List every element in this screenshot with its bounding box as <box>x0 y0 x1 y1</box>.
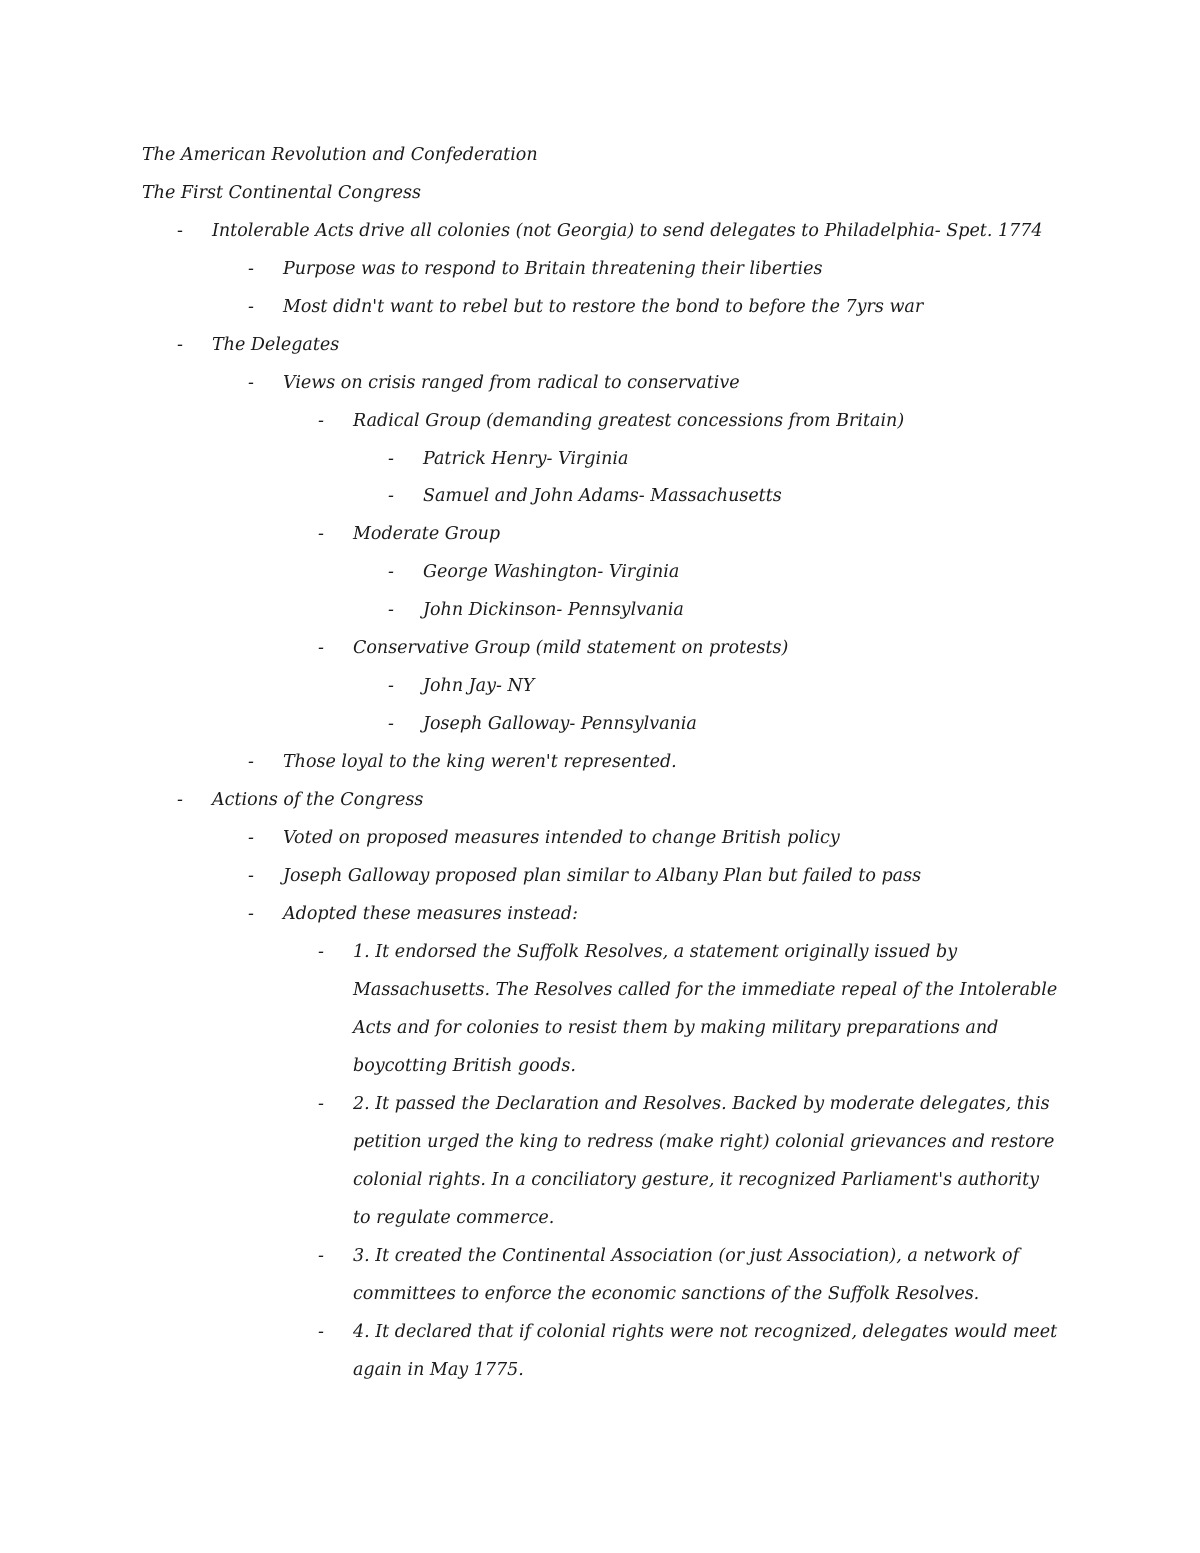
list-item: Views on crisis ranged from radical to conservative <box>283 373 740 393</box>
paragraph-line: Acts and for colonies to resist them by making military preparations and <box>353 1018 999 1038</box>
bullet-dash: - <box>248 259 254 279</box>
list-item: Conservative Group (mild statement on protests) <box>353 638 789 658</box>
list-item: Actions of the Congress <box>212 790 424 810</box>
bullet-dash: - <box>177 335 183 355</box>
document-title: The American Revolution and Confederation <box>142 145 538 165</box>
list-item: Moderate Group <box>353 524 501 544</box>
bullet-dash: - <box>318 638 324 658</box>
paragraph-line: petition urged the king to redress (make right) colonial grievances and restore <box>353 1132 1055 1152</box>
bullet-dash: - <box>318 524 324 544</box>
bullet-dash: - <box>388 600 394 620</box>
paragraph-line: 4. It declared that if colonial rights were not recognized, delegates would meet <box>353 1322 1058 1342</box>
bullet-dash: - <box>388 714 394 734</box>
bullet-dash: - <box>388 449 394 469</box>
bullet-dash: - <box>248 373 254 393</box>
list-item: Patrick Henry- Virginia <box>423 449 629 469</box>
list-item: John Jay- NY <box>423 676 535 696</box>
bullet-dash: - <box>248 752 254 772</box>
section-heading: The First Continental Congress <box>142 183 421 203</box>
bullet-dash: - <box>318 942 324 962</box>
list-item: Purpose was to respond to Britain threatening their liberties <box>283 259 823 279</box>
bullet-dash: - <box>248 866 254 886</box>
bullet-dash: - <box>318 1094 324 1114</box>
paragraph-line: again in May 1775. <box>353 1360 524 1380</box>
list-item: Voted on proposed measures intended to change British policy <box>283 828 840 848</box>
bullet-dash: - <box>248 297 254 317</box>
bullet-dash: - <box>318 411 324 431</box>
paragraph-line: 3. It created the Continental Association (or just Association), a network of <box>353 1246 1020 1266</box>
list-item: Joseph Galloway- Pennsylvania <box>423 714 697 734</box>
paragraph-line: committees to enforce the economic sanctions of the Suffolk Resolves. <box>353 1284 980 1304</box>
paragraph-line: 1. It endorsed the Suffolk Resolves, a statement originally issued by <box>353 942 958 962</box>
paragraph-line: to regulate commerce. <box>353 1208 555 1228</box>
bullet-dash: - <box>318 1322 324 1342</box>
paragraph-line: 2. It passed the Declaration and Resolves. Backed by moderate delegates, this <box>353 1094 1050 1114</box>
list-item: Samuel and John Adams- Massachusetts <box>423 486 782 506</box>
paragraph-line: boycotting British goods. <box>353 1056 576 1076</box>
bullet-dash: - <box>388 486 394 506</box>
list-item: Joseph Galloway proposed plan similar to Albany Plan but failed to pass <box>283 866 922 886</box>
list-item: The Delegates <box>212 335 340 355</box>
list-item: George Washington- Virginia <box>423 562 680 582</box>
list-item: Intolerable Acts drive all colonies (not Georgia) to send delegates to Philadelphia- Spet. 1774 <box>212 221 1043 241</box>
list-item: Radical Group (demanding greatest concessions from Britain) <box>353 411 905 431</box>
bullet-dash: - <box>248 828 254 848</box>
list-item: Adopted these measures instead: <box>283 904 578 924</box>
bullet-dash: - <box>388 676 394 696</box>
list-item: John Dickinson- Pennsylvania <box>423 600 684 620</box>
paragraph-line: colonial rights. In a conciliatory gesture, it recognized Parliament's authority <box>353 1170 1040 1190</box>
bullet-dash: - <box>177 221 183 241</box>
bullet-dash: - <box>318 1246 324 1266</box>
list-item: Those loyal to the king weren't represented. <box>283 752 677 772</box>
bullet-dash: - <box>248 904 254 924</box>
paragraph-line: Massachusetts. The Resolves called for the immediate repeal of the Intolerable <box>353 980 1058 1000</box>
bullet-dash: - <box>177 790 183 810</box>
bullet-dash: - <box>388 562 394 582</box>
list-item: Most didn't want to rebel but to restore the bond to before the 7yrs war <box>283 297 924 317</box>
